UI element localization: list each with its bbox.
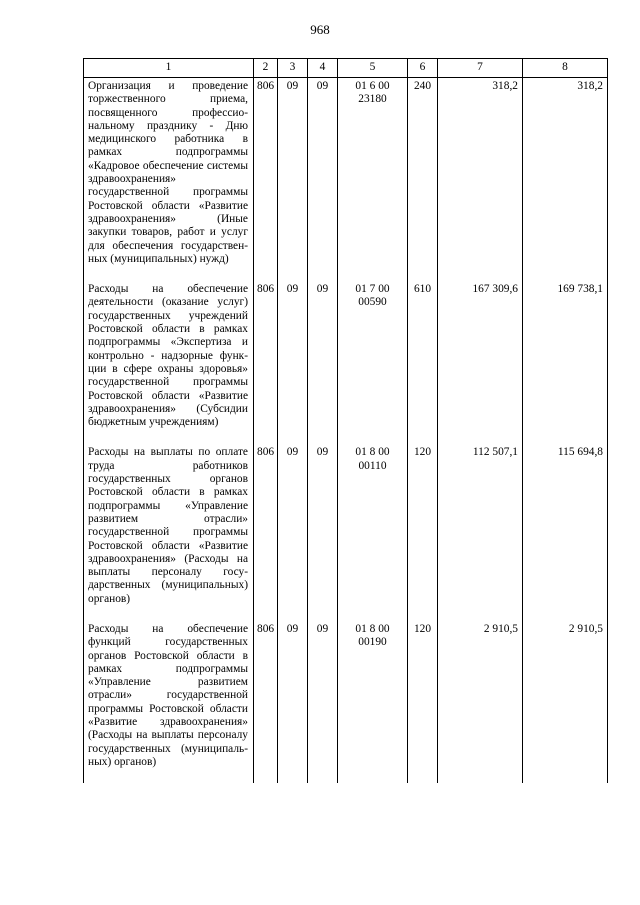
row-description: Расходы на выплаты по оплате труда работников государственных органов Ростовской области в рамках подпрограммы «Управление развитием отрасли» государственной программы Ростовской области «Развитие здравоохранения» (Расходы на выплаты персоналу государственных (муниципальных) органов) <box>84 443 254 620</box>
cell-subsection: 09 <box>308 443 338 620</box>
column-header: 7 <box>438 59 523 78</box>
cell-expense-type: 240 <box>408 78 438 281</box>
column-header: 8 <box>523 59 608 78</box>
cell-subsection: 09 <box>308 620 338 783</box>
cell-expense-type: 610 <box>408 280 438 443</box>
page-number: 968 <box>310 22 330 37</box>
cell-expense-type: 120 <box>408 620 438 783</box>
table-row <box>84 280 608 443</box>
cell-target-article: 01 8 00 00190 <box>338 620 408 783</box>
cell-target-article: 01 8 00 00110 <box>338 443 408 620</box>
cell-section: 09 <box>278 280 308 443</box>
cell-expense-type: 120 <box>408 443 438 620</box>
cell-amount-year2: 115 694,8 <box>523 443 608 620</box>
cell-section: 09 <box>278 78 308 281</box>
column-header: 2 <box>254 59 278 78</box>
column-header: 6 <box>408 59 438 78</box>
cell-ministry-code: 806 <box>254 620 278 783</box>
column-header: 4 <box>308 59 338 78</box>
column-header: 3 <box>278 59 308 78</box>
cell-section: 09 <box>278 443 308 620</box>
cell-ministry-code: 806 <box>254 280 278 443</box>
cell-amount-year1: 167 309,6 <box>438 280 523 443</box>
column-header: 5 <box>338 59 408 78</box>
cell-amount-year2: 169 738,1 <box>523 280 608 443</box>
row-description: Расходы на обеспечение функций государственных органов Ростовской области в рамках подпрограммы «Управление развитием отрасли» государственной программы Ростовской области «Развитие здравоохранения» (Расходы на выплаты персоналу государственных (муниципальных) органов) <box>84 620 254 783</box>
cell-target-article: 01 7 00 00590 <box>338 280 408 443</box>
row-description: Расходы на обеспечение деятельности (оказание услуг) государственных учреждений Ростовской области в рамках подпрограммы «Экспертиза и контрольно - надзорные функции в сфере охраны здоровья» государственной программы Ростовской области «Развитие здравоохранения» (Субсидии бюджетным учреждениям) <box>84 280 254 443</box>
table-row <box>84 443 608 620</box>
cell-section: 09 <box>278 620 308 783</box>
cell-amount-year1: 318,2 <box>438 78 523 281</box>
budget-table <box>83 58 608 783</box>
cell-subsection: 09 <box>308 78 338 281</box>
cell-amount-year2: 2 910,5 <box>523 620 608 783</box>
cell-subsection: 09 <box>308 280 338 443</box>
cell-ministry-code: 806 <box>254 443 278 620</box>
cell-target-article: 01 6 00 23180 <box>338 78 408 281</box>
cell-amount-year2: 318,2 <box>523 78 608 281</box>
table-row <box>84 78 608 281</box>
row-description: Организация и проведение торжественного приема, посвященного профессиональному празднику - Дню медицинского работника в рамках подпрограммы «Кадровое обеспечение системы здравоохранения» государственной программы Ростовской области «Развитие здравоохранения» (Иные закупки товаров, работ и услуг для обеспечения государственных (муниципальных) нужд) <box>84 78 254 281</box>
table-row <box>84 620 608 783</box>
header-row <box>84 59 608 78</box>
cell-amount-year1: 2 910,5 <box>438 620 523 783</box>
column-header: 1 <box>84 59 254 78</box>
cell-amount-year1: 112 507,1 <box>438 443 523 620</box>
cell-ministry-code: 806 <box>254 78 278 281</box>
